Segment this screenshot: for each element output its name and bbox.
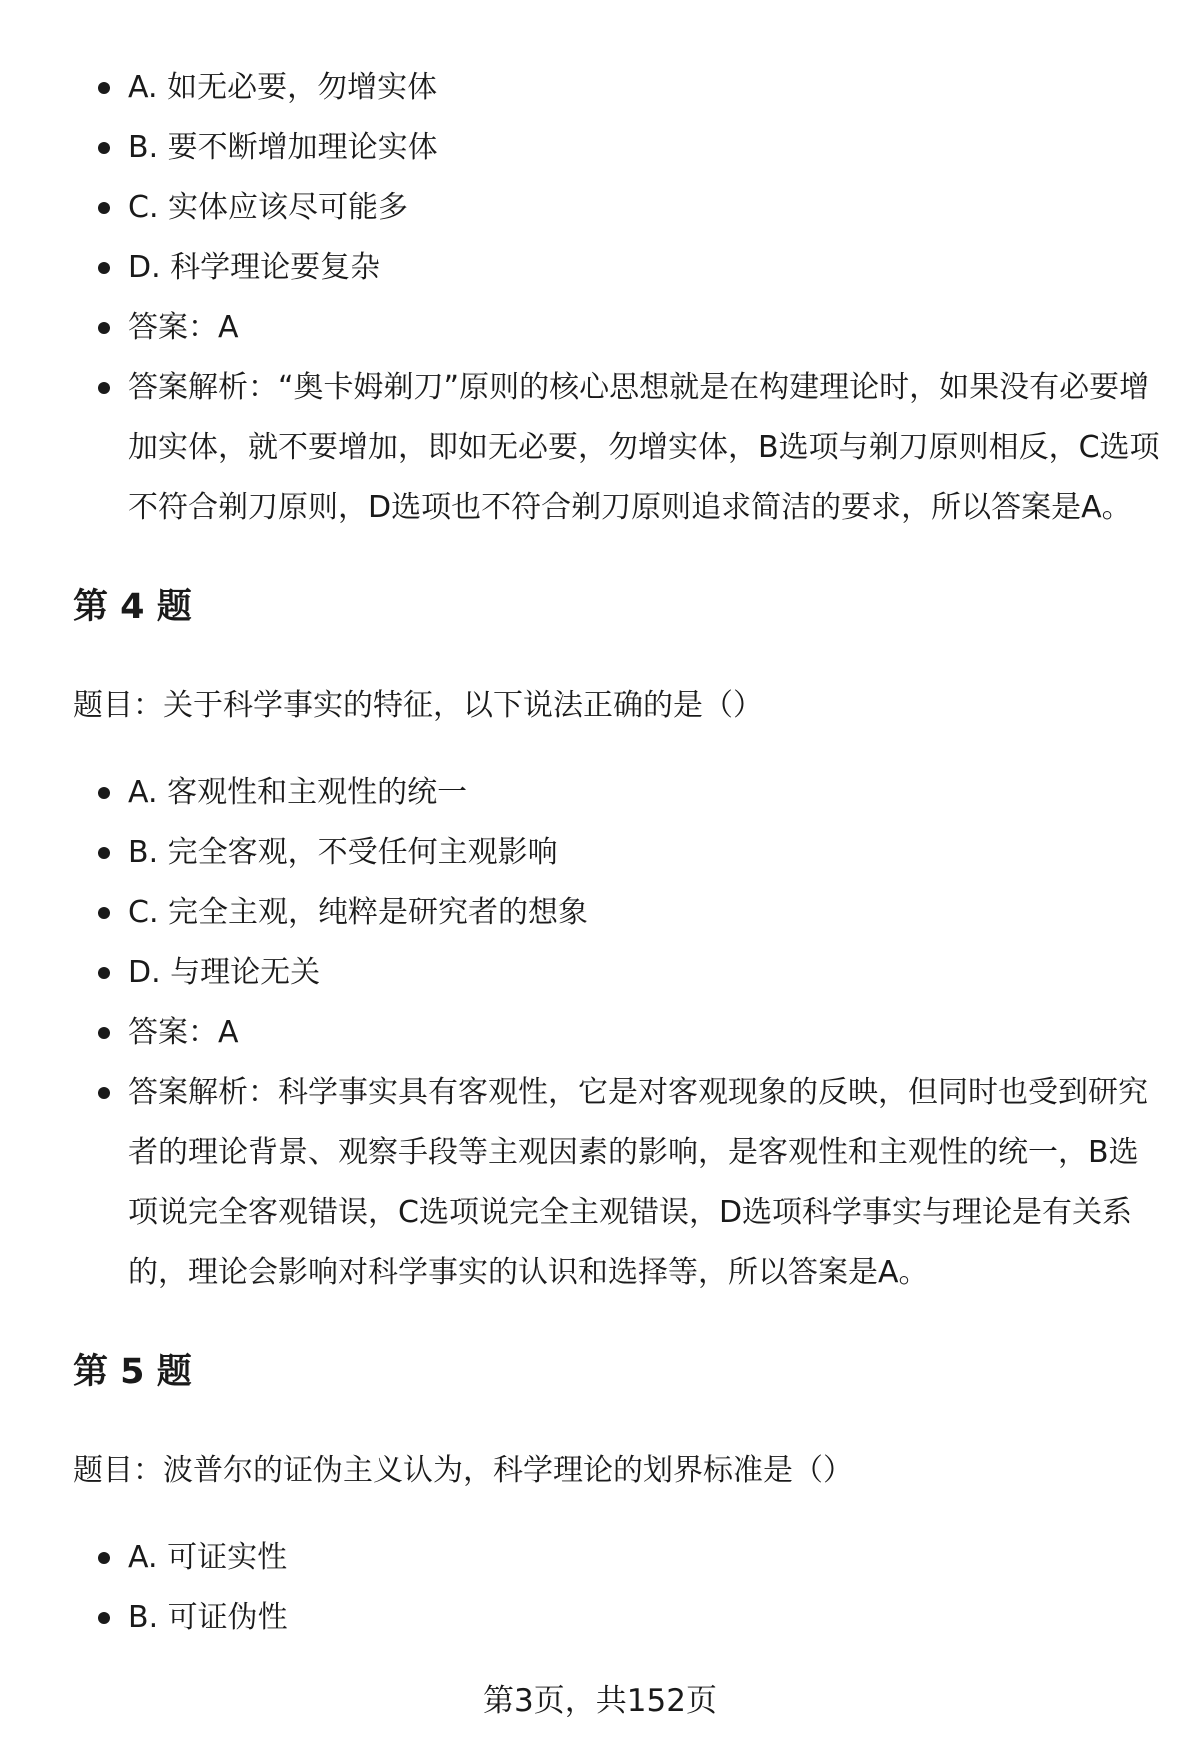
list-item (0, 823, 1200, 883)
list-item (0, 1588, 1200, 1648)
bullet-icon (98, 967, 110, 979)
list-item (0, 1528, 1200, 1588)
list-item (0, 118, 1200, 178)
list-item (0, 1063, 1200, 1303)
list-item (0, 58, 1200, 118)
bullet-icon (98, 142, 110, 154)
q4-option-list (0, 763, 1200, 1303)
q4-explanation: 答案解析：科学事实具有客观性，它是对客观现象的反映，但同时也受到研究者的理论背景、观察手段等主观因素的影响，是客观性和主观性的统一，B选项说完全客观错误，C选项说完全主观错误，D选项科学事实与理论是有关系的，理论会影响对科学事实的认识和选择等，所以答案是A。 (128, 1075, 1148, 1290)
q3-option-list (0, 58, 1200, 538)
q4-option-a: A. 客观性和主观性的统一 (128, 775, 468, 810)
q3-option-c: C. 实体应该尽可能多 (128, 190, 409, 225)
list-item (0, 298, 1200, 358)
list-item (0, 1003, 1200, 1063)
list-item (0, 238, 1200, 298)
q4-option-c: C. 完全主观，纯粹是研究者的想象 (128, 895, 589, 930)
q5-question: 题目：波普尔的证伪主义认为，科学理论的划界标准是（） (73, 1453, 853, 1488)
list-item (0, 358, 1200, 538)
bullet-icon (98, 322, 110, 334)
list-item (0, 883, 1200, 943)
q3-answer: 答案：A (128, 310, 239, 345)
bullet-icon (98, 82, 110, 94)
bullet-icon (98, 1612, 110, 1624)
bullet-icon (98, 1027, 110, 1039)
q3-option-a: A. 如无必要，勿增实体 (128, 70, 438, 105)
bullet-icon (98, 787, 110, 799)
q4-option-b: B. 完全客观，不受任何主观影响 (128, 835, 558, 870)
q3-option-b: B. 要不断增加理论实体 (128, 130, 438, 165)
bullet-icon (98, 202, 110, 214)
bullet-icon (98, 1087, 110, 1099)
q4-question: 题目：关于科学事实的特征，以下说法正确的是（） (73, 688, 763, 723)
q5-option-b: B. 可证伪性 (128, 1600, 288, 1635)
list-item (0, 763, 1200, 823)
bullet-icon (98, 1552, 110, 1564)
q4-answer: 答案：A (128, 1015, 239, 1050)
q5-option-list (0, 1528, 1200, 1648)
q4-heading: 第 4 题 (73, 587, 192, 627)
bullet-icon (98, 382, 110, 394)
q3-option-d: D. 科学理论要复杂 (128, 250, 381, 285)
q5-option-a: A. 可证实性 (128, 1540, 288, 1575)
q3-explanation: 答案解析：“奥卡姆剃刀”原则的核心思想就是在构建理论时，如果没有必要增加实体，就不要增加，即如无必要，勿增实体，B选项与剃刀原则相反，C选项不符合剃刀原则，D选项也不符合剃刀原则追求简洁的要求，所以答案是A。 (128, 370, 1160, 525)
q5-heading: 第 5 题 (73, 1352, 192, 1392)
page-number: 第3页，共152页 (483, 1683, 717, 1719)
bullet-icon (98, 907, 110, 919)
list-item (0, 178, 1200, 238)
bullet-icon (98, 262, 110, 274)
q4-option-d: D. 与理论无关 (128, 955, 321, 990)
bullet-icon (98, 847, 110, 859)
list-item (0, 943, 1200, 1003)
